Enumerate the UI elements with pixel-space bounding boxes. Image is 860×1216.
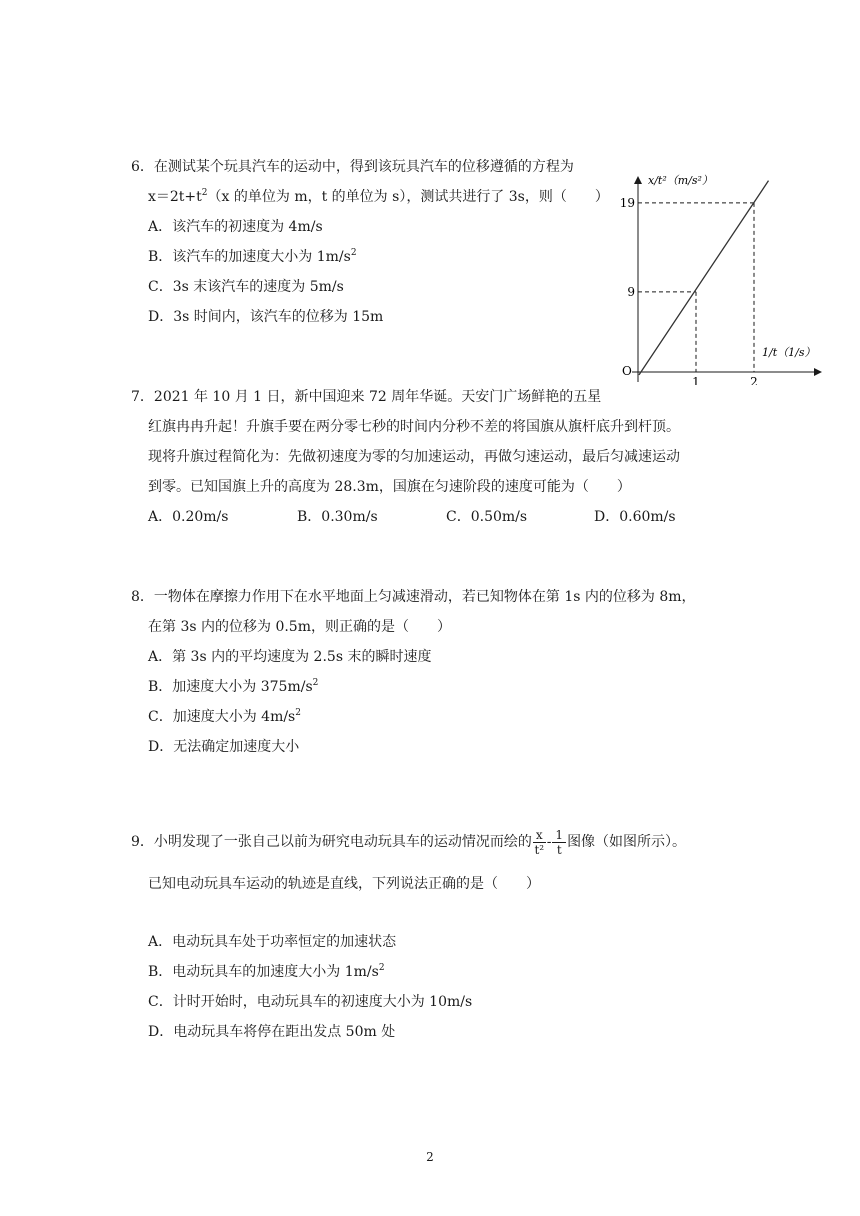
q9-stem-line2: 已知电动玩具车运动的轨迹是直线，下列说法正确的是（ ） <box>148 876 540 892</box>
q6-option-d: D．3s 时间内，该汽车的位移为 15m <box>148 309 384 325</box>
q7-option-c: C．0.50m/s <box>446 509 528 525</box>
q8-option-c <box>148 707 301 727</box>
q8-option-a: A．第 3s 内的平均速度为 2.5s 末的瞬时速度 <box>148 649 432 665</box>
fraction-numerator-x: x <box>533 828 546 843</box>
y-tick-label-19: 19 <box>619 195 635 210</box>
data-line <box>639 181 769 375</box>
q6-stem-line2 <box>148 187 609 207</box>
x-over-t2-vs-1-over-t-graph <box>612 160 827 385</box>
q6-option-c: C．3s 末该汽车的速度为 5m/s <box>148 279 344 295</box>
fraction-x-over-t2 <box>533 828 546 857</box>
q9-option-b <box>148 962 385 982</box>
q6-equation: x＝2t+t <box>148 189 202 205</box>
fraction-dash: - <box>546 834 552 850</box>
q9-option-b-exponent: 2 <box>378 963 385 973</box>
q7-stem-line2: 红旗冉冉升起！升旗手要在两分零七秒的时间内分秒不差的将国旗从旗杆底升到杆顶。 <box>148 419 680 435</box>
q9-stem-text-end: 图像（如图所示）。 <box>567 834 687 850</box>
q6-option-a: A．该汽车的初速度为 4m/s <box>148 219 323 235</box>
q6-stem-line1: 6．在测试某个玩具汽车的运动中，得到该玩具汽车的位移遵循的方程为 <box>131 159 574 175</box>
q8-option-c-text: C．加速度大小为 4m/s <box>148 709 296 725</box>
y-axis-label: x/t²（m/s²） <box>648 174 713 187</box>
y-tick-label-9: 9 <box>627 284 635 299</box>
x-tick-label-1: 1 <box>692 375 700 385</box>
fraction-denominator-t2: t² <box>534 842 545 857</box>
x-tick-label-2: 2 <box>750 375 758 385</box>
q8-stem-line2: 在第 3s 内的位移为 0.5m，则正确的是（ ） <box>148 619 451 635</box>
q7-option-d: D．0.60m/s <box>594 509 676 525</box>
fraction-numerator-1: 1 <box>552 828 566 843</box>
q6-option-b-text: B．该汽车的加速度大小为 1m/s <box>148 249 351 265</box>
page-number: 2 <box>426 1150 434 1164</box>
q7-stem-line4: 到零。已知国旗上升的高度为 28.3m，国旗在匀速阶段的速度可能为（ ） <box>148 479 631 495</box>
q9-option-c: C．计时开始时，电动玩具车的初速度大小为 10m/s <box>148 994 473 1010</box>
q7-stem-line1: 7．2021 年 10 月 1 日，新中国迎来 72 周年华诞。天安门广场鲜艳的五星 <box>131 389 602 405</box>
x-axis-label: 1/t（1/s） <box>762 346 816 359</box>
q8-option-c-exponent: 2 <box>295 708 301 718</box>
q6-option-b <box>148 247 357 267</box>
q8-option-b-text: B．加速度大小为 375m/s <box>148 679 313 695</box>
q9-option-b-text: B．电动玩具车的加速度大小为 1m/s <box>148 964 379 980</box>
q8-option-b <box>148 677 318 697</box>
fraction-denominator-t: t <box>556 842 562 857</box>
q7-stem-line3: 现将升旗过程简化为：先做初速度为零的匀加速运动，再做匀速运动，最后匀减速运动 <box>148 449 680 465</box>
q8-stem-line1: 8．一物体在摩擦力作用下在水平地面上匀减速滑动，若已知物体在第 1s 内的位移为 8m， <box>131 589 696 605</box>
q9-option-d: D．电动玩具车将停在距出发点 50m 处 <box>148 1024 396 1040</box>
fraction-1-over-t <box>552 828 566 857</box>
q7-option-a: A．0.20m/s <box>148 509 229 525</box>
q8-option-b-exponent: 2 <box>312 678 319 688</box>
q9-option-a: A．电动玩具车处于功率恒定的加速状态 <box>148 934 397 950</box>
q9-stem-line1 <box>131 824 686 860</box>
q6-equation-exponent: 2 <box>201 188 208 198</box>
q7-option-b: B．0.30m/s <box>297 509 378 525</box>
q8-option-d: D．无法确定加速度大小 <box>148 739 300 755</box>
q9-stem-text: 9．小明发现了一张自己以前为研究电动玩具车的运动情况而绘的 <box>131 834 532 850</box>
q6-option-b-exponent: 2 <box>350 248 357 258</box>
origin-label: O <box>622 364 632 378</box>
q6-stem-rest: （x 的单位为 m，t 的单位为 s），测试共进行了 3s，则（ ） <box>207 189 609 205</box>
